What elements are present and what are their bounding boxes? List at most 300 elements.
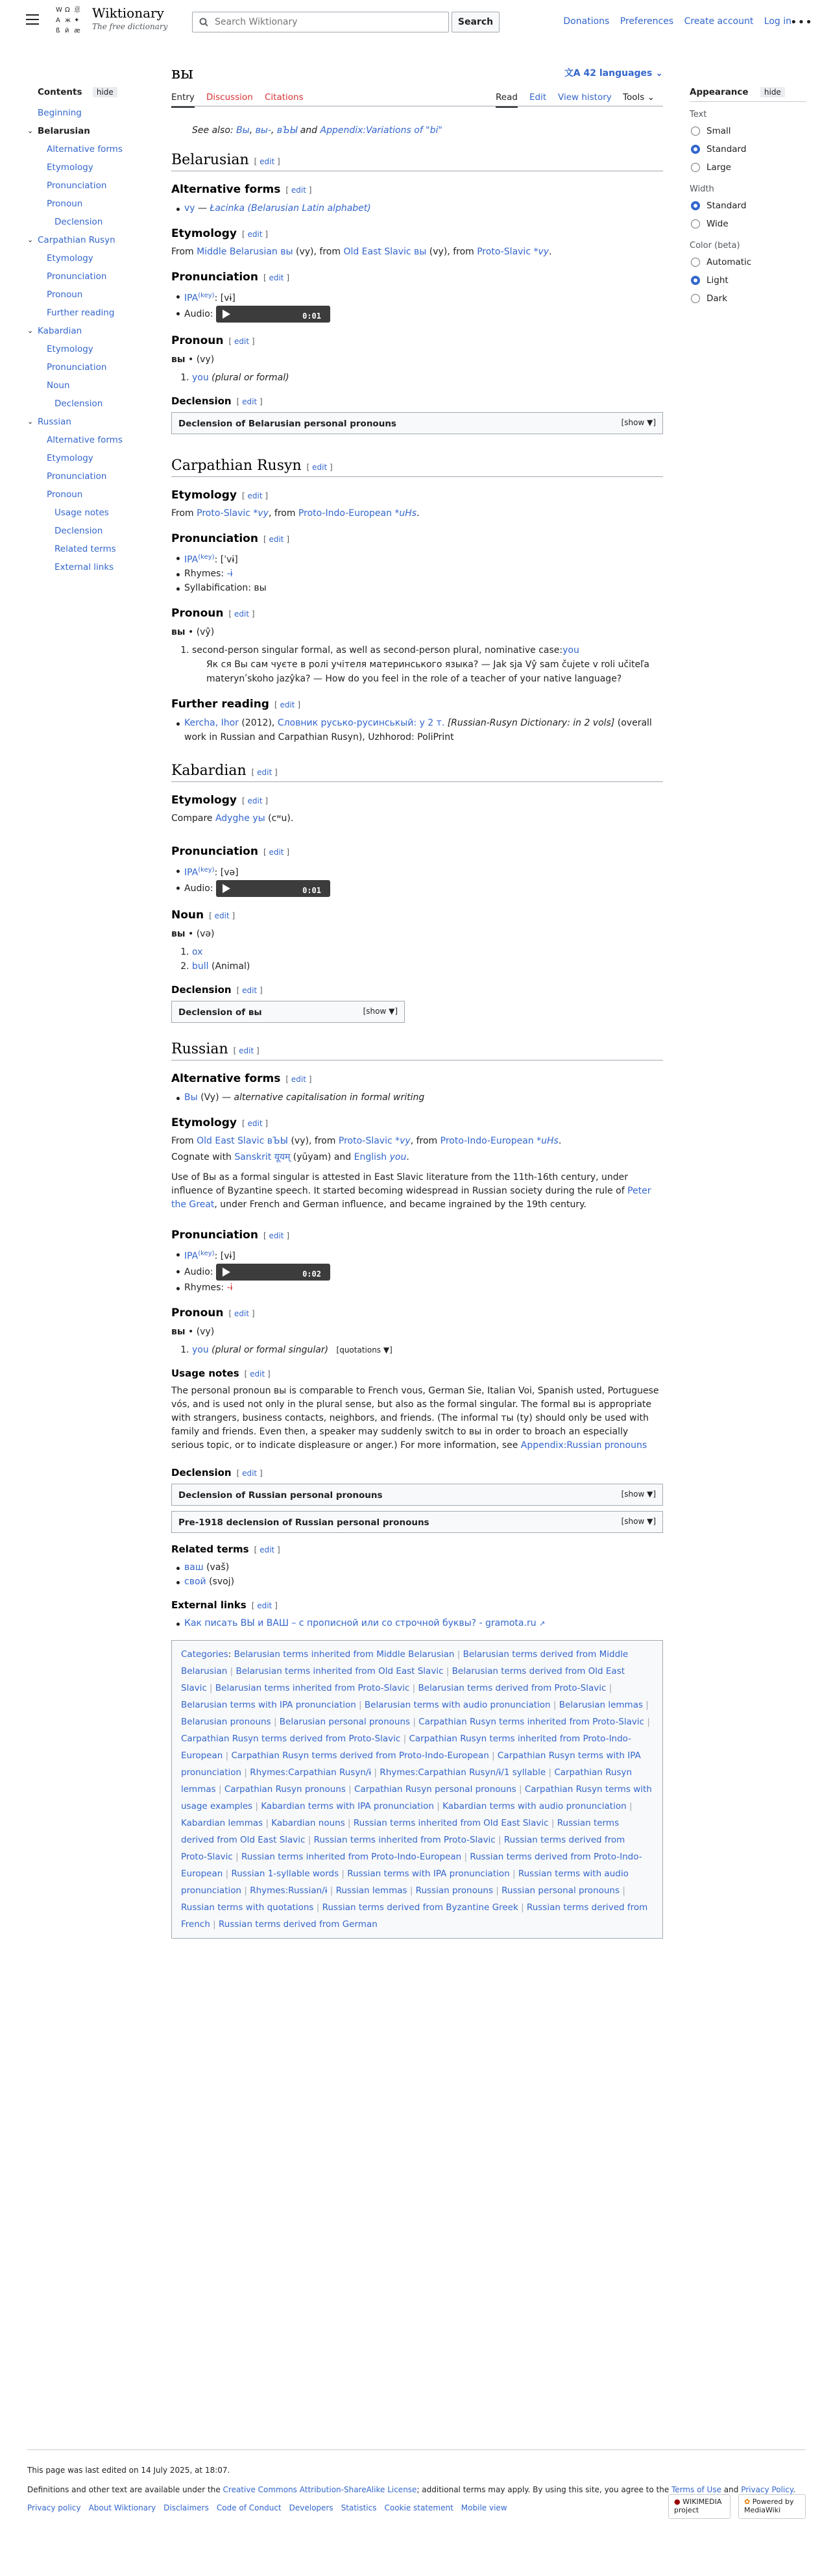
category-link[interactable]: Russian personal pronouns — [501, 1885, 620, 1896]
category-link[interactable]: Belarusian terms inherited from Proto-Slavic — [215, 1682, 410, 1693]
page-tabs — [171, 87, 663, 106]
toc-item[interactable] — [27, 122, 148, 140]
svg-text:Ω: Ω — [65, 6, 70, 14]
footer-link[interactable]: Cookie statement — [384, 2503, 453, 2512]
ipa-key-link[interactable]: (key) — [198, 292, 215, 299]
toc-item[interactable] — [38, 485, 148, 504]
svg-text:意: 意 — [74, 6, 80, 14]
heading-declension: Declension [ edit ] — [171, 395, 263, 407]
quotations-toggle[interactable]: [quotations ▼] — [336, 1345, 392, 1355]
toc-link[interactable]: Etymology — [47, 253, 93, 264]
audio-player[interactable]: 0:01 — [216, 880, 330, 897]
toc-link[interactable]: Alternative forms — [47, 144, 123, 154]
main-menu-icon[interactable] — [26, 14, 39, 25]
syllabification-item: Syllabification: вы — [175, 581, 663, 595]
toc-link[interactable]: Beginning — [38, 108, 82, 118]
audio-player[interactable]: 0:01 — [216, 306, 330, 323]
heading-pronoun: Pronoun [ edit ] — [171, 607, 255, 620]
edit-link[interactable]: edit — [257, 768, 272, 778]
category-link[interactable]: Kabardian terms with audio pronunciation — [442, 1800, 627, 1811]
heading-pronoun: Pronoun [ edit ] — [171, 1306, 255, 1319]
toc-item[interactable] — [38, 558, 148, 576]
footer-link[interactable]: Privacy policy — [27, 2503, 81, 2512]
edit-link[interactable]: edit — [269, 273, 284, 282]
ipa-link[interactable]: IPA — [184, 867, 199, 878]
mediawiki-logo-icon: ✿ — [744, 2497, 751, 2506]
svg-text:W: W — [56, 6, 62, 14]
appendix-link[interactable]: Appendix:Russian pronouns — [520, 1440, 647, 1451]
term-link[interactable]: Middle Belarusian — [197, 247, 278, 257]
radio-icon — [691, 294, 700, 303]
term-link[interactable]: you — [562, 645, 579, 656]
category-link[interactable]: Russian terms derived from Proto-Slavic — [181, 1834, 625, 1862]
category-link[interactable]: Belarusian personal pronouns — [279, 1716, 411, 1727]
site-tagline: The free dictionary — [92, 22, 168, 31]
footer-link[interactable]: Disclaimers — [163, 2503, 209, 2512]
mediawiki-badge[interactable]: ✿ Powered by MediaWiki — [738, 2494, 806, 2519]
term-link[interactable]: вы — [414, 247, 427, 257]
term-link[interactable]: Adyghe — [215, 813, 250, 824]
chevron-down-icon: ⌄ — [655, 68, 663, 79]
edit-link[interactable]: edit — [239, 1046, 254, 1055]
audio-item: Audio: 0:02 — [175, 1264, 663, 1281]
toc-link[interactable]: Pronoun — [47, 489, 83, 500]
category-link[interactable]: Russian terms derived from Proto-Indo-European — [181, 1851, 642, 1879]
show-toggle[interactable]: [show ▼] — [621, 417, 656, 427]
play-icon[interactable] — [223, 310, 230, 319]
toc-item[interactable] — [38, 522, 148, 540]
term-link[interactable]: you — [192, 1344, 209, 1355]
log-in-link[interactable]: Log in — [764, 16, 791, 27]
edit-link[interactable]: edit — [291, 186, 306, 195]
chevron-down-icon[interactable]: ⌄ — [27, 417, 34, 426]
edit-link[interactable]: edit — [280, 700, 295, 710]
heading-pronunciation: Pronunciation [ edit ] — [171, 532, 289, 545]
section-russian: Russian [ edit ] — [171, 1041, 663, 1061]
term-link[interactable]: свой — [184, 1576, 206, 1587]
list-item: свой (svoj) — [175, 1575, 663, 1589]
footer-link[interactable]: Developers — [289, 2503, 333, 2512]
search-icon — [199, 18, 208, 27]
edit-link[interactable]: edit — [269, 534, 284, 544]
heading-pronunciation: Pronunciation [ edit ] — [171, 845, 289, 859]
term-link[interactable]: bull — [192, 961, 209, 972]
term-link[interactable]: Proto-Indo-European — [440, 1135, 534, 1146]
term-link[interactable]: Proto-Slavic — [477, 247, 531, 257]
heading-pronunciation: Pronunciation [ edit ] — [171, 1228, 289, 1242]
category-link[interactable]: Kabardian nouns — [271, 1817, 345, 1828]
edit-link[interactable]: edit — [247, 491, 263, 500]
term-link[interactable]: Sanskrit — [234, 1151, 272, 1162]
category-link[interactable]: Kabardian terms with IPA pronunciation — [261, 1800, 434, 1811]
toc-link[interactable]: Usage notes — [54, 508, 109, 518]
heading-pronoun: Pronoun [ edit ] — [171, 334, 255, 347]
etymology-text: From Proto-Slavic *vy, from Proto-Indo-European *uHs. — [171, 508, 420, 519]
edit-link[interactable]: edit — [247, 230, 263, 239]
preferences-link[interactable]: Preferences — [620, 16, 674, 27]
tab-discussion[interactable]: Discussion — [206, 92, 253, 103]
rhymes-item: Rhymes: -ɨ — [175, 567, 663, 581]
category-link[interactable]: Belarusian terms derived from Middle Belarusian — [181, 1649, 629, 1676]
toc-item[interactable] — [38, 540, 148, 558]
show-toggle[interactable]: [show ▼] — [621, 1516, 656, 1526]
toc-item[interactable] — [38, 449, 148, 467]
edit-link[interactable]: edit — [234, 1308, 250, 1318]
term-link[interactable]: вы — [280, 247, 293, 257]
toc-item[interactable] — [38, 249, 148, 267]
edit-link[interactable]: edit — [269, 848, 284, 857]
rhyme-link[interactable]: -ɨ — [226, 1282, 233, 1293]
see-also-link[interactable]: вЪЫ — [276, 125, 298, 136]
svg-text:A: A — [56, 17, 60, 24]
tab-entry[interactable]: Entry — [171, 92, 195, 108]
term-link[interactable]: *vy — [533, 247, 549, 257]
term-link[interactable]: Peter the Great — [171, 1185, 651, 1210]
category-link[interactable]: Belarusian terms derived from Proto-Slavic — [418, 1682, 607, 1693]
radio-icon — [691, 127, 700, 136]
play-icon[interactable] — [223, 884, 230, 893]
toc-item[interactable] — [38, 504, 148, 522]
toc-item[interactable] — [38, 267, 148, 286]
category-link[interactable]: Belarusian pronouns — [181, 1716, 271, 1727]
term-link[interactable]: ox — [192, 946, 203, 957]
category-link[interactable]: Carpathian Rusyn terms inherited from Proto-Slavic — [418, 1716, 645, 1727]
category-link[interactable]: Russian terms inherited from Proto-Slavic — [313, 1834, 496, 1845]
term-link[interactable]: Old East Slavic — [197, 1135, 265, 1146]
category-link[interactable]: Carpathian Rusyn lemmas — [181, 1767, 633, 1795]
ipa-key-link[interactable]: (key) — [198, 1249, 215, 1257]
category-link[interactable]: Carpathian Rusyn personal pronouns — [354, 1784, 516, 1795]
headword-line: вы • (vy) — [171, 1326, 215, 1337]
term-link[interactable]: *vy — [253, 508, 269, 519]
toc-item[interactable] — [38, 395, 148, 413]
appearance-hide-button[interactable]: hide — [760, 87, 785, 97]
toc-link[interactable]: Belarusian — [38, 126, 90, 136]
toc-link[interactable]: Further reading — [47, 308, 115, 318]
ipa-key-link[interactable]: (key) — [198, 553, 215, 561]
toc-item[interactable] — [38, 177, 148, 195]
svg-text:✦: ✦ — [74, 17, 80, 24]
edit-link[interactable]: edit — [247, 796, 263, 806]
edit-link[interactable]: edit — [234, 336, 250, 346]
edit-link[interactable]: edit — [312, 462, 328, 472]
category-link[interactable]: Russian terms derived from German — [219, 1919, 378, 1930]
text-standard-option[interactable]: Standard — [690, 140, 806, 158]
see-also-link[interactable]: Appendix:Variations of "bi" — [320, 125, 442, 136]
privacy-link[interactable]: Privacy Policy — [741, 2485, 793, 2494]
declension-table: Declension of Russian personal pronouns [show ▼] — [171, 1484, 663, 1506]
external-link[interactable]: Как писать ВЫ и ВАШ – с прописной или со строчной буквы? - gramota.ru — [184, 1617, 537, 1628]
chevron-down-icon: ⌄ — [647, 92, 655, 103]
color-light-option[interactable]: Light — [690, 271, 806, 289]
heading-etymology: Etymology [ edit ] — [171, 1116, 269, 1129]
ipa-link[interactable]: IPA — [184, 1251, 199, 1262]
heading-pronunciation: Pronunciation [ edit ] — [171, 271, 289, 284]
ipa-link[interactable]: IPA — [184, 293, 199, 304]
tab-edit[interactable]: Edit — [529, 92, 547, 103]
toc-item[interactable] — [27, 231, 148, 249]
category-link[interactable]: Kabardian lemmas — [181, 1817, 263, 1828]
term-link[interactable]: Вы — [184, 1092, 198, 1103]
tab-view-history[interactable]: View history — [558, 92, 612, 103]
toc-item[interactable] — [38, 358, 148, 376]
category-link[interactable]: Carpathian Rusyn pronouns — [224, 1784, 346, 1795]
tab-citations[interactable]: Citations — [265, 92, 304, 103]
text-large-option[interactable]: Large — [690, 158, 806, 177]
toc-link[interactable]: Noun — [47, 380, 70, 391]
width-wide-option[interactable]: Wide — [690, 215, 806, 233]
toc-link[interactable]: External links — [54, 562, 114, 572]
see-also-link[interactable]: Вы — [236, 125, 250, 136]
svg-text:ж: ж — [65, 17, 71, 24]
license-link[interactable]: Creative Commons Attribution-ShareAlike License — [223, 2485, 417, 2494]
radio-icon — [691, 219, 700, 228]
toc-link[interactable]: Pronoun — [47, 199, 83, 209]
edit-link[interactable]: edit — [257, 1601, 272, 1610]
toc-item[interactable] — [38, 467, 148, 485]
category-link[interactable]: Russian terms derived from Old East Slavic — [181, 1817, 620, 1845]
list-item: Вы (Vy) — alternative capitalisation in formal writing — [175, 1090, 663, 1105]
toc-item[interactable] — [38, 376, 148, 395]
play-icon[interactable] — [223, 1268, 230, 1277]
usage-notes-text: The personal pronoun вы is comparable to French vous, German Sie, Italian Voi, Spanish usted, Portuguese vós, and is used not only in the plural sense, but also as the formal singular. The formal вы is appropriate with strangers, business contacts, neighbors, and friends. (The informal ты (ty) should only be used with family and friends. Even then, a speaker may suddenly switch to вы in order to broach an especially serious topic, or to indicate displeasure or anger.) For more information, see Appendix:Russian pronouns — [171, 1385, 659, 1451]
toc-link[interactable]: Russian — [38, 417, 71, 427]
appearance-panel — [690, 87, 806, 308]
term-link[interactable]: Proto-Slavic — [338, 1135, 392, 1146]
toc-link[interactable]: Etymology — [47, 453, 93, 463]
usage-example: Як ся Вы сам чуєте в ролі учітеля материнського языка? — Jak sja Vŷ sam čujete v roli učiteľa materynʹskoho jazŷka? — How do you feel in the role of a teacher of your native language? — [206, 659, 649, 685]
color-automatic-option[interactable]: Automatic — [690, 253, 806, 271]
ipa-link[interactable]: IPA — [184, 554, 199, 565]
cognate-text: Cognate with Sanskrit यूयम् (yūyam) and English you. — [171, 1151, 409, 1162]
edit-link[interactable]: edit — [214, 911, 230, 920]
toc-item[interactable] — [38, 104, 148, 122]
edit-link[interactable]: edit — [242, 1468, 258, 1478]
category-link[interactable]: Belarusian terms inherited from Old East Slavic — [235, 1665, 444, 1676]
category-link[interactable]: Carpathian Rusyn terms inherited from Proto-Indo-European — [181, 1733, 632, 1761]
site-wordmark[interactable]: Wiktionary — [92, 5, 164, 21]
edit-link[interactable]: edit — [269, 1231, 284, 1240]
term-link[interactable]: ваш — [184, 1562, 204, 1573]
category-link[interactable]: Russian terms with quotations — [181, 1902, 314, 1913]
heading-etymology: Etymology [ edit ] — [171, 227, 269, 240]
toc-item[interactable] — [27, 413, 148, 431]
category-link[interactable]: Carpathian Rusyn terms derived from Proto-Indo-European — [231, 1750, 489, 1761]
term-link[interactable]: vy — [184, 203, 195, 214]
toc-link[interactable]: Declension — [54, 399, 103, 409]
chevron-down-icon[interactable]: ⌄ — [27, 236, 34, 244]
toc-link[interactable]: Kabardian — [38, 326, 82, 336]
ipa-item: $IPA^{(key)}$: [ˈvɨ] — [175, 550, 663, 567]
edit-link[interactable]: edit — [260, 157, 275, 166]
toc-link[interactable]: Declension — [54, 526, 103, 536]
category-link[interactable]: Russian terms inherited from Proto-Indo-European — [241, 1851, 462, 1862]
more-options-icon[interactable]: ••• — [790, 16, 813, 29]
declension-table-pre1918: Pre-1918 declension of Russian personal pronouns [show ▼] — [171, 1511, 663, 1533]
category-link[interactable]: Russian terms derived from Byzantine Greek — [322, 1902, 518, 1913]
svg-text:й: й — [65, 27, 69, 34]
term-link[interactable]: уы — [252, 813, 265, 824]
toc-item[interactable] — [38, 158, 148, 177]
edit-link[interactable]: edit — [260, 1545, 275, 1554]
toc-item[interactable] — [38, 340, 148, 358]
category-link[interactable]: Russian terms inherited from Old East Slavic — [353, 1817, 549, 1828]
width-standard-option[interactable]: Standard — [690, 197, 806, 215]
category-link[interactable]: Belarusian terms with IPA pronunciation — [181, 1699, 356, 1710]
color-label: Color (beta) — [690, 241, 740, 251]
toc-item[interactable] — [38, 213, 148, 231]
declension-table: Declension of Belarusian personal pronouns [show ▼] — [171, 412, 663, 434]
edit-link[interactable]: edit — [247, 1118, 263, 1128]
heading-declension: Declension [ edit ] — [171, 983, 263, 996]
edit-link[interactable]: edit — [234, 609, 250, 619]
ipa-item: $IPA^{(key)}$: [vɨ] — [175, 289, 663, 306]
audio-player[interactable]: 0:02 — [216, 1264, 330, 1281]
term-link[interactable]: *uHs — [394, 508, 417, 519]
toc-item[interactable] — [27, 322, 148, 340]
term-link[interactable]: Proto-Indo-European — [298, 508, 392, 519]
headword-line: вы • (və) — [171, 928, 215, 939]
category-link[interactable]: Russian lemmas — [335, 1885, 407, 1896]
category-link[interactable]: Russian terms with IPA pronunciation — [347, 1868, 510, 1879]
category-link[interactable]: Russian pronouns — [415, 1885, 493, 1896]
toc-link[interactable]: Declension — [54, 217, 103, 227]
heading-noun: Noun [ edit ] — [171, 908, 235, 922]
category-link[interactable]: Carpathian Rusyn terms derived from Proto-Slavic — [181, 1733, 401, 1744]
edit-link[interactable]: edit — [242, 397, 258, 406]
headword-line: вы • (vŷ) — [171, 627, 215, 638]
term-link[interactable]: Old East Slavic — [343, 247, 411, 257]
category-link[interactable]: Carpathian Rusyn terms with usage examples — [181, 1784, 652, 1811]
category-link[interactable]: Belarusian lemmas — [559, 1699, 643, 1710]
search-button[interactable]: Search — [452, 12, 500, 32]
edit-link[interactable]: edit — [291, 1074, 306, 1084]
last-edited: This page was last edited on 14 July 2025, at 18:07. — [27, 2466, 230, 2475]
category-link[interactable]: Belarusian terms derived from Old East Slavic — [181, 1665, 625, 1693]
see-also: See also: Вы, вы-, вЪЫ and Appendix:Variations of "bi" — [192, 125, 442, 136]
category-link[interactable]: Russian terms with audio pronunciation — [181, 1868, 629, 1896]
definition: 1. you (plural or formal) — [192, 371, 663, 385]
toc-link[interactable]: Etymology — [47, 344, 93, 354]
ipa-item: $IPA^{(key)}$: [vɨ] — [175, 1247, 663, 1264]
declension-table: Declension of вы [show ▼] — [171, 1001, 405, 1023]
category-link[interactable]: Carpathian Rusyn terms with IPA pronunciation — [181, 1750, 641, 1778]
categories-label[interactable]: Categories — [181, 1649, 228, 1660]
see-also-link[interactable]: вы- — [255, 125, 271, 136]
footer-link[interactable]: Statistics — [341, 2503, 377, 2512]
toc-link[interactable]: Alternative forms — [47, 435, 123, 445]
toc-hide-button[interactable]: hide — [93, 87, 117, 97]
toc-link[interactable]: Carpathian Rusyn — [38, 235, 115, 245]
list-item: ваш (vaš) — [175, 1560, 663, 1575]
footer-link[interactable]: Code of Conduct — [216, 2503, 282, 2512]
external-link[interactable]: Словник русько-русинськый: у 2 т. — [277, 718, 445, 729]
author-link[interactable]: Kercha, Ihor — [184, 718, 239, 729]
toc-title: Contents — [38, 87, 82, 97]
chevron-down-icon[interactable]: ⌄ — [27, 326, 34, 335]
tab-tools[interactable]: Tools ⌄ — [623, 92, 655, 103]
search-input[interactable] — [215, 16, 442, 28]
text-size-label: Text — [690, 110, 707, 119]
wikimedia-badge[interactable]: ● WIKIMEDIA project — [668, 2494, 730, 2519]
toc-item[interactable] — [38, 286, 148, 304]
heading-etymology: Etymology [ edit ] — [171, 488, 269, 502]
audio-item: Audio: 0:01 — [175, 306, 663, 323]
section-carpathian-rusyn: Carpathian Rusyn [ edit ] — [171, 458, 663, 477]
toc-link[interactable]: Pronunciation — [47, 180, 107, 191]
term-link[interactable]: *vy — [395, 1135, 411, 1146]
term-link[interactable]: Proto-Slavic — [197, 508, 250, 519]
list-item — [175, 1616, 663, 1631]
show-toggle[interactable]: [show ▼] — [363, 1006, 398, 1016]
etymology-text: Compare Adyghe уы (cʷu). — [171, 813, 294, 824]
edit-link[interactable]: edit — [242, 985, 258, 995]
term-link[interactable]: यूयम् — [274, 1151, 291, 1162]
toc-link[interactable]: Pronunciation — [47, 471, 107, 482]
category-link[interactable]: Russian terms derived from French — [181, 1902, 648, 1930]
definition: 1. second-person singular formal, as well as second-person plural, nominative case:you Як ся Вы сам чуєте в ролі учітеля материнського языка? — Jak sja Vŷ sam čujete v roli učiteľa materynʹskoho jazŷka? — How do you feel in the role of a teacher of your native language? — [192, 643, 663, 686]
term-link[interactable]: Łacinka (Belarusian Latin alphabet) — [210, 203, 371, 214]
category-link[interactable]: Russian 1-syllable words — [231, 1868, 339, 1879]
ipa-key-link[interactable]: (key) — [198, 866, 215, 874]
rhyme-link[interactable]: -ɨ — [226, 569, 233, 580]
category-link[interactable]: Belarusian terms with audio pronunciation — [364, 1699, 551, 1710]
footer-link[interactable]: Mobile view — [461, 2503, 507, 2512]
toc-link[interactable]: Etymology — [47, 162, 93, 173]
radio-selected-icon — [691, 201, 700, 210]
definition — [192, 945, 663, 959]
category-link[interactable]: Rhymes:Carpathian Rusyn/ɨ — [250, 1767, 372, 1778]
category-link[interactable]: Belarusian terms inherited from Middle Belarusian — [234, 1649, 455, 1660]
heading-alternative-forms: Alternative forms [ edit ] — [171, 183, 312, 196]
toc-item[interactable] — [38, 304, 148, 322]
term-link[interactable]: you — [192, 372, 209, 383]
terms-link[interactable]: Terms of Use — [671, 2485, 721, 2494]
toc-link[interactable]: Pronunciation — [47, 271, 107, 282]
headword-line: вы • (vy) — [171, 354, 215, 365]
create-account-link[interactable]: Create account — [684, 16, 754, 27]
text-small-option[interactable]: Small — [690, 122, 806, 140]
heading-external-links: External links [ edit ] — [171, 1599, 278, 1611]
chevron-down-icon[interactable]: ⌄ — [27, 127, 34, 135]
search-box[interactable] — [192, 12, 449, 32]
toc-link[interactable]: Pronunciation — [47, 362, 107, 373]
category-link[interactable]: Rhymes:Russian/ɨ — [250, 1885, 328, 1896]
toc-item[interactable] — [38, 195, 148, 213]
term-link[interactable]: English — [354, 1151, 387, 1162]
usage-history-text: Use of Вы as a formal singular is attested in East Slavic literature from the 11th-16th century, under influence of Byzantine speech. It started becoming widespread in Russian society during the rule of Peter the Great, under French and German influence, and became ingrained by the 19th century. — [171, 1171, 651, 1210]
wiktionary-logo[interactable] — [53, 4, 84, 36]
donations-link[interactable]: Donations — [563, 16, 610, 27]
toc-link[interactable]: Related terms — [54, 544, 116, 554]
category-link[interactable]: Rhymes:Carpathian Rusyn/ɨ/1 syllable — [380, 1767, 546, 1778]
toc-item[interactable] — [38, 431, 148, 449]
toc-item[interactable] — [38, 140, 148, 158]
color-dark-option[interactable]: Dark — [690, 289, 806, 308]
show-toggle[interactable]: [show ▼] — [621, 1489, 656, 1499]
term-link[interactable]: you — [389, 1151, 407, 1162]
edit-link[interactable]: edit — [250, 1369, 265, 1379]
svg-text:æ: æ — [74, 27, 80, 34]
toc-link[interactable]: Pronoun — [47, 289, 83, 300]
footer-link[interactable]: About Wiktionary — [88, 2503, 156, 2512]
language-button[interactable]: 文A 42 languages ⌄ — [564, 68, 663, 79]
personal-tools — [555, 16, 791, 27]
heading-usage-notes: Usage notes [ edit ] — [171, 1367, 271, 1379]
term-link[interactable]: вЪЫ — [267, 1135, 288, 1146]
tab-read[interactable]: Read — [496, 92, 518, 108]
term-link[interactable]: *uHs — [537, 1135, 559, 1146]
